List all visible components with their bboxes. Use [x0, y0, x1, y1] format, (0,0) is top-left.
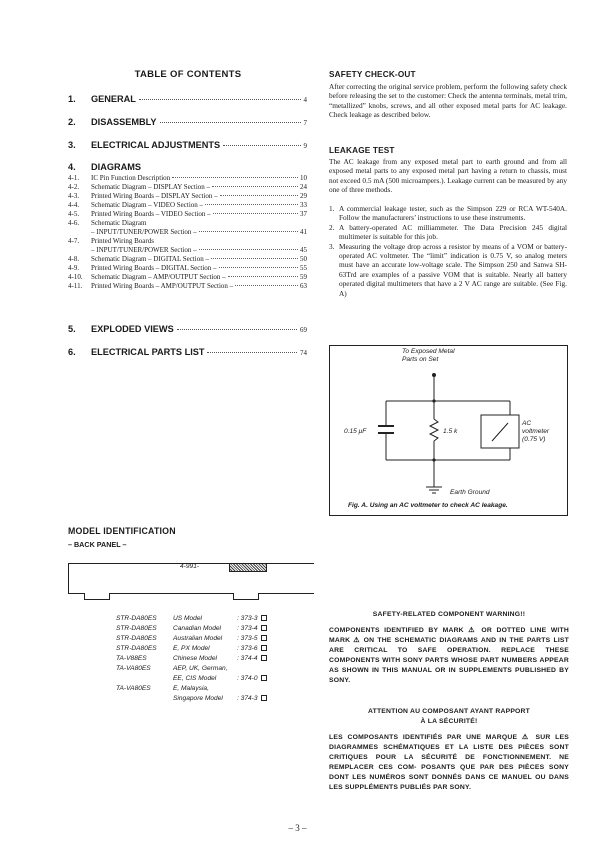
- toc-sub-label: Schematic Diagram – AMP/OUTPUT Section –: [91, 273, 226, 281]
- toc-leader: [139, 99, 301, 100]
- serial-label-hatched: [229, 563, 267, 572]
- toc-leader: [219, 267, 298, 268]
- list-item: [329, 223, 567, 242]
- toc-num: 2.: [68, 117, 76, 127]
- back-panel-subheading: – BACK PANEL –: [68, 540, 127, 549]
- model-code: [237, 694, 267, 704]
- toc-num: 3.: [68, 140, 76, 150]
- toc-item-disassembly[interactable]: [68, 117, 307, 127]
- toc-sub-label: – INPUT/TUNER/POWER Section –: [91, 228, 197, 236]
- voltmeter-label-1: AC: [522, 420, 532, 427]
- toc-leader: [177, 329, 297, 330]
- toc-sub-page: 45: [300, 246, 307, 254]
- model-name: STR-DA80ES: [116, 615, 157, 622]
- toc-sub-page: 50: [300, 255, 307, 263]
- figure-caption: Fig. A. Using an AC voltmeter to check AC leakage.: [348, 502, 508, 509]
- toc-leader: [172, 177, 298, 178]
- toc-sub-num: 4-9.: [68, 264, 80, 272]
- toc-label: DISASSEMBLY: [91, 117, 157, 127]
- model-code-text: : 374-4: [237, 655, 258, 662]
- toc-sub-page: 24: [300, 183, 307, 191]
- attention-title-line-2: À LA SÉCURITÉ!: [420, 718, 478, 725]
- checkbox-square: [261, 645, 267, 651]
- list-item-text: A commercial leakage tester, such as the Simpson 229 or RCA WT-540A. Follow the manufacturers’ instructions to use these instruments.: [339, 204, 567, 223]
- toc-sub-num: 4-1.: [68, 174, 80, 182]
- model-region: Chinese Model: [173, 655, 217, 662]
- model-code: [237, 654, 267, 664]
- model-code: [237, 644, 267, 654]
- model-name: STR-DA80ES: [116, 645, 157, 652]
- junction-top: [432, 399, 435, 402]
- toc-num: 4.: [68, 162, 76, 172]
- resistor-label: 1.5 k: [443, 428, 458, 435]
- serial-label-part-number: 4-991-: [180, 563, 200, 570]
- model-region: E, PX Model: [173, 645, 210, 652]
- toc-label: EXPLODED VIEWS: [91, 324, 174, 334]
- model-code: [237, 614, 267, 624]
- model-code-text: : 374-3: [237, 695, 258, 702]
- toc-page: 4: [303, 96, 307, 104]
- voltmeter-needle: [492, 423, 508, 441]
- toc-sub-label: IC Pin Function Description: [91, 174, 171, 182]
- safety-checkout-paragraph: After correcting the original service problem, perform the following safety check before releasing the set to the customer: Check the antenna terminals, metal trim, “metallized” knobs, screws, and all other exposed metal parts for AC leakage. Check leakage as described below.: [329, 82, 567, 120]
- toc-sub-num: 4-2.: [68, 183, 80, 191]
- toc-subitem[interactable]: [68, 273, 307, 282]
- figure-top-label-1: To Exposed Metal: [402, 348, 455, 355]
- attention-title-line-1: ATTENTION AU COMPOSANT AYANT RAPPORT: [367, 708, 531, 715]
- leakage-test-heading: LEAKAGE TEST: [329, 146, 395, 155]
- toc-leader: [223, 145, 300, 146]
- list-item: [329, 204, 567, 223]
- model-name: TA-VA80ES: [116, 665, 151, 672]
- toc-subitem[interactable]: [68, 183, 307, 192]
- toc-subitem[interactable]: [68, 246, 307, 255]
- voltmeter-label-2: voltmeter: [522, 428, 550, 435]
- toc-leader: [213, 213, 298, 214]
- toc-sub-page: 41: [300, 228, 307, 236]
- model-row: [116, 634, 267, 644]
- toc-leader: [199, 231, 298, 232]
- toc-subitem[interactable]: [68, 201, 307, 210]
- safety-warning-title: SAFETY-RELATED COMPONENT WARNING!!: [372, 611, 526, 618]
- toc-subitem[interactable]: [68, 219, 307, 228]
- toc-page: 9: [303, 142, 307, 150]
- model-code-text: : 374-0: [237, 675, 258, 682]
- toc-leader: [211, 258, 298, 259]
- toc-leader: [160, 122, 301, 123]
- model-region: EE, CIS Model: [173, 675, 217, 682]
- toc-leader: [207, 352, 297, 353]
- toc-label: ELECTRICAL ADJUSTMENTS: [91, 140, 221, 150]
- toc-sub-num: 4-11.: [68, 282, 83, 290]
- toc-leader: [228, 276, 298, 277]
- model-region: Canadian Model: [173, 625, 222, 632]
- model-code-text: : 373-6: [237, 645, 258, 652]
- toc-sub-label: Printed Wiring Boards: [91, 237, 154, 245]
- model-name: TA-V88ES: [116, 655, 147, 662]
- toc-sub-label: Schematic Diagram – DIGITAL Section –: [91, 255, 209, 263]
- toc-item-general[interactable]: [68, 94, 307, 104]
- toc-sub-label: – INPUT/TUNER/POWER Section –: [91, 246, 197, 254]
- checkbox-square: [261, 635, 267, 641]
- toc-subitem[interactable]: [68, 174, 307, 183]
- list-item: [329, 242, 567, 298]
- toc-sub-num: 4-7.: [68, 237, 80, 245]
- toc-sub-num: 4-10.: [68, 273, 83, 281]
- toc-num: 6.: [68, 347, 76, 357]
- toc-sub-num: 4-8.: [68, 255, 80, 263]
- model-region: US Model: [173, 615, 202, 622]
- model-row: [116, 654, 267, 664]
- model-row: [116, 664, 267, 674]
- toc-page: 7: [303, 119, 307, 127]
- toc-item-exploded-views[interactable]: [68, 324, 307, 334]
- model-row: [116, 674, 267, 684]
- model-row: [116, 644, 267, 654]
- toc-sub-label: Schematic Diagram – VIDEO Section –: [91, 201, 204, 209]
- toc-sub-label: Printed Wiring Boards – VIDEO Section –: [91, 210, 211, 218]
- model-code: [237, 624, 267, 634]
- model-name: TA-VA80ES: [116, 685, 151, 692]
- toc-sub-page: 59: [300, 273, 307, 281]
- toc-sub-label: Printed Wiring Boards – DIGITAL Section –: [91, 264, 217, 272]
- model-name: [116, 674, 173, 684]
- capacitor-label: 0.15 μF: [344, 428, 367, 435]
- checkbox-square: [261, 695, 267, 701]
- model-row: [116, 684, 267, 694]
- toc-label: DIAGRAMS: [91, 162, 142, 172]
- toc-subitem[interactable]: [68, 264, 307, 273]
- model-name: [116, 694, 173, 704]
- checkbox-square: [261, 675, 267, 681]
- toc-leader: [212, 186, 298, 187]
- model-code-text: : 373-5: [237, 635, 258, 642]
- toc-subitem[interactable]: [68, 210, 307, 219]
- toc-sub-page: 29: [300, 192, 307, 200]
- list-item-text: A battery-operated AC milliammeter. The Data Precision 245 digital multimeter is suitable for this job.: [339, 222, 567, 242]
- toc-label: ELECTRICAL PARTS LIST: [91, 347, 205, 357]
- toc-subitem[interactable]: [68, 228, 307, 237]
- toc-sub-page: 33: [300, 201, 307, 209]
- model-name: STR-DA80ES: [116, 635, 157, 642]
- model-region: Australian Model: [173, 635, 223, 642]
- back-panel-foot-left: [84, 593, 110, 600]
- toc-sub-page: 55: [300, 264, 307, 272]
- model-code: [237, 674, 267, 684]
- toc-subitem[interactable]: [68, 255, 307, 264]
- toc-subitem[interactable]: [68, 192, 307, 201]
- model-code-text: : 373-3: [237, 615, 258, 622]
- model-code: [237, 634, 267, 644]
- earth-ground-label: Earth Ground: [450, 489, 490, 496]
- model-row: [116, 614, 267, 624]
- probe-node: [432, 373, 436, 377]
- back-panel-foot-right: [233, 593, 259, 600]
- toc-leader: [199, 249, 298, 250]
- toc-sub-label: Schematic Diagram: [91, 219, 147, 227]
- toc-item-diagrams[interactable]: [68, 162, 307, 172]
- attention-body: LES COMPOSANTS IDENTIFIÉS PAR UNE MARQUE ⚠ SUR LES DIAGRAMMES SCHÉMATIQUES ET LA LISTE DES PIÈCES SONT CRITIQUES POUR LA SÉCURITÉ DE FONCTIONNEMENT. NE REMPLACER CES COM- POSANTS QUE PAR DES PIÈCES SONY DONT LES NUMÉROS SONT DONNÉS DANS CE MANUEL OU DANS LES SUPPLÉMENTS PUBLIÉS PAR SONY.: [329, 734, 569, 791]
- model-region: Singapore Model: [173, 695, 223, 702]
- list-item-text: Measuring the voltage drop across a resistor by means of a VOM or battery-operated AC voltmeter. The “limit” indication is 0.75 V, so analog meters must have an accurate low-voltage scale. The Simpson 250 and Sanwa SH-63Trd are examples of a passive VOM that is suitable. Nearly all battery operated digital multimeters that have a 2 V AC range are suitable. (See Fig. A): [339, 241, 567, 298]
- leakage-intro-paragraph: The AC leakage from any exposed metal part to earth ground and from all exposed metal parts to any exposed metal part having a return to chassis, must not exceed 0.5 mA (500 microampers.). Leakage current can be measured by any one of three methods.: [329, 157, 567, 195]
- model-row: [116, 624, 267, 634]
- toc-sub-num: 4-6.: [68, 219, 80, 227]
- toc-subitem[interactable]: [68, 282, 307, 291]
- leakage-test-intro: [329, 157, 567, 195]
- toc-sub-num: 4-4.: [68, 201, 80, 209]
- list-item-number: 1.: [329, 204, 335, 213]
- model-table: [116, 614, 267, 704]
- model-identification-heading: MODEL IDENTIFICATION: [68, 526, 176, 536]
- resistor-zigzag: [430, 419, 438, 441]
- toc-item-electrical-adjustments[interactable]: [68, 140, 307, 150]
- toc-item-electrical-parts-list[interactable]: [68, 347, 307, 357]
- toc-title: TABLE OF CONTENTS: [134, 69, 242, 80]
- toc-sub-label: Printed Wiring Boards – AMP/OUTPUT Section –: [91, 282, 234, 290]
- figure-top-label-2: Parts on Set: [402, 356, 439, 363]
- toc-num: 1.: [68, 94, 76, 104]
- leakage-methods-list: [329, 204, 567, 298]
- model-row: [116, 694, 267, 704]
- safety-checkout-heading: SAFETY CHECK-OUT: [329, 70, 416, 79]
- toc-leader: [205, 204, 298, 205]
- toc-label: GENERAL: [91, 94, 136, 104]
- toc-sub-page: 37: [300, 210, 307, 218]
- toc-page: 74: [300, 349, 307, 357]
- junction-bottom: [432, 458, 435, 461]
- toc-sub-num: 4-3.: [68, 192, 80, 200]
- toc-sub-label: Schematic Diagram – DISPLAY Section –: [91, 183, 211, 191]
- toc-sub-page: 63: [300, 282, 307, 290]
- safety-checkout-text: [329, 82, 567, 120]
- toc-page: 69: [300, 326, 307, 334]
- checkbox-square: [261, 625, 267, 631]
- toc-sub-num: 4-5.: [68, 210, 80, 218]
- page-number: – 3 –: [288, 823, 307, 833]
- toc-sub-page: 10: [300, 174, 307, 182]
- voltmeter-label-3: (0.75 V): [522, 436, 546, 443]
- model-region: E, Malaysia,: [173, 685, 209, 692]
- checkbox-square: [261, 615, 267, 621]
- toc-sub-label: Printed Wiring Boards – DISPLAY Section –: [91, 192, 218, 200]
- safety-warning-body: COMPONENTS IDENTIFIED BY MARK ⚠ OR DOTTED LINE WITH MARK ⚠ ON THE SCHEMATIC DIAGRAMS AND IN THE PARTS LIST ARE CRITICAL TO SAFE OPERATION. REPLACE THESE COMPONENTS WITH SONY PARTS WHOSE PART NUMBERS APPEAR AS SHOWN IN THIS MANUAL OR IN SUPPLEMENTS PUBLISHED BY SONY.: [329, 627, 569, 684]
- list-item-number: 3.: [329, 241, 335, 251]
- toc-leader: [220, 195, 298, 196]
- checkbox-square: [261, 655, 267, 661]
- list-item-number: 2.: [329, 222, 335, 232]
- model-region: AEP, UK, German,: [173, 665, 228, 672]
- model-code-text: : 373-4: [237, 625, 258, 632]
- toc-subitem[interactable]: [68, 237, 307, 246]
- toc-num: 5.: [68, 324, 76, 334]
- model-name: STR-DA80ES: [116, 625, 157, 632]
- toc-leader: [235, 285, 298, 286]
